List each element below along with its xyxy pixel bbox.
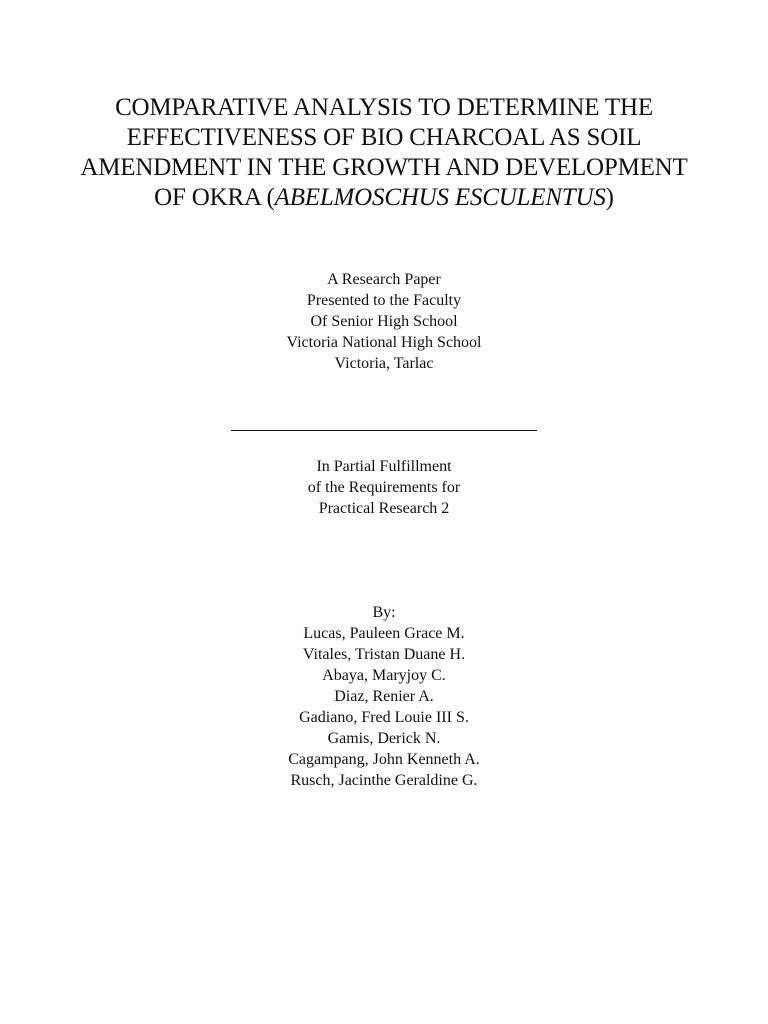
school-location: Victoria, Tarlac — [334, 355, 434, 372]
author-name: Cagampang, John Kenneth A. — [288, 751, 480, 768]
separator-line — [231, 430, 537, 431]
author-name: Vitales, Tristan Duane H. — [302, 646, 466, 663]
title-suffix: ) — [605, 184, 614, 211]
fulfillment-line: of the Requirements for — [307, 479, 461, 496]
fulfillment-block — [134, 456, 634, 519]
fulfillment-line: In Partial Fulfillment — [316, 458, 452, 475]
author-name: Rusch, Jacinthe Geraldine G. — [290, 772, 478, 789]
school-name: Victoria National High School — [286, 334, 482, 351]
title-line: EFFECTIVENESS OF BIO CHARCOAL AS SOIL — [126, 124, 642, 151]
department: Of Senior High School — [310, 313, 458, 330]
author-name: Diaz, Renier A. — [334, 688, 434, 705]
author-name: Abaya, Maryjoy C. — [322, 667, 446, 684]
authors-block — [134, 602, 634, 791]
title-prefix: OF OKRA ( — [154, 184, 275, 211]
author-name: Gadiano, Fred Louie III S. — [299, 709, 469, 726]
title-line: COMPARATIVE ANALYSIS TO DETERMINE THE — [115, 94, 653, 121]
presentation-block — [134, 269, 634, 374]
paper-type: A Research Paper — [327, 271, 441, 288]
author-name: Gamis, Derick N. — [327, 730, 441, 747]
title-line — [64, 183, 704, 213]
authors-label: By: — [372, 604, 396, 621]
paper-title — [64, 93, 704, 213]
title-line: AMENDMENT IN THE GROWTH AND DEVELOPMENT — [80, 154, 688, 181]
presented-to: Presented to the Faculty — [306, 292, 462, 309]
course-name: Practical Research 2 — [318, 500, 450, 517]
scientific-name: ABELMOSCHUS ESCULENTUS — [274, 184, 606, 211]
author-name: Lucas, Pauleen Grace M. — [303, 625, 465, 642]
